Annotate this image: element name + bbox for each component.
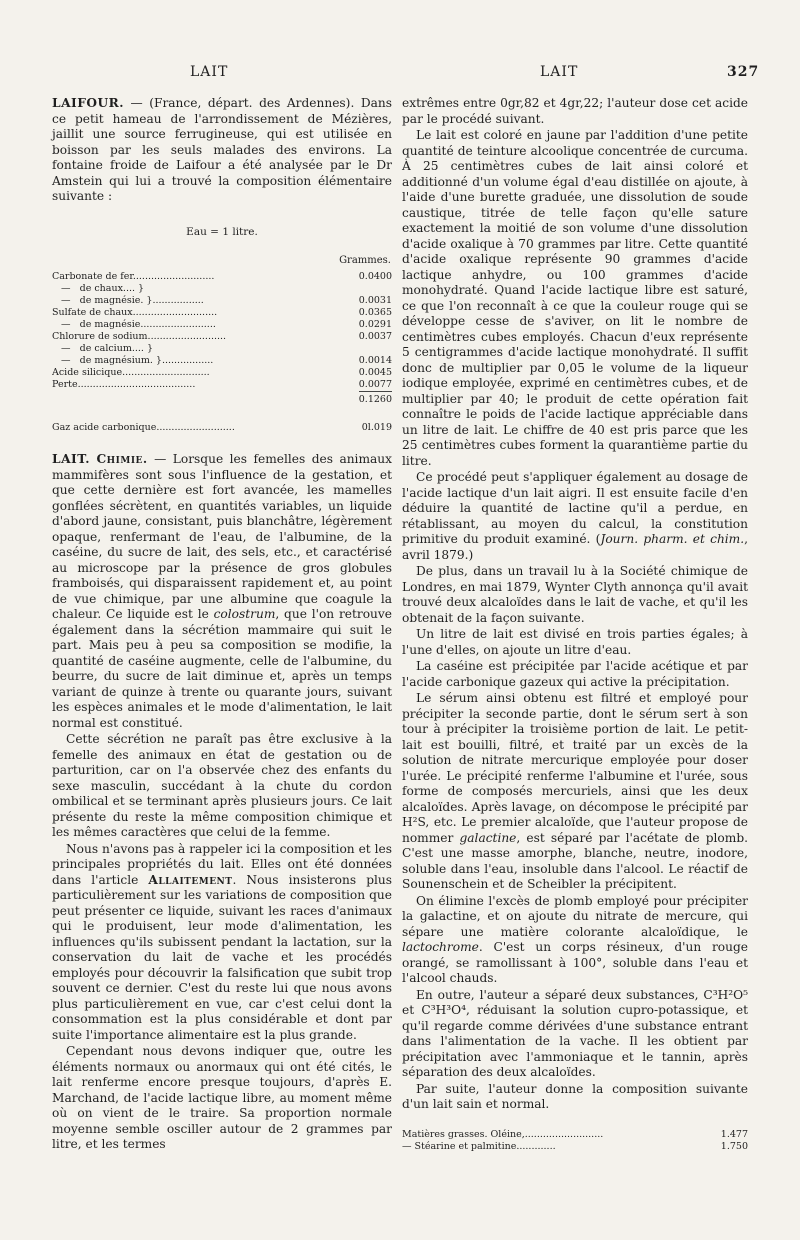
laifour-text: — (France, départ. des Ardennes). Dans ce petit hameau de l'arrondissement de Mézières, jaillit une source ferrugineuse, qui est utilisée en boisson par les seuls malades des environs. La fontaine froide de Laifour a été analysée par le Dr Amstein qui lui a trouvé la composition élémentaire suivante : <box>52 96 392 203</box>
fat-row-stearine <box>402 1141 748 1154</box>
row-label: Acide silicique............................. <box>52 367 210 378</box>
rp8-text-a: On élimine l'excès de plomb employé pour précipiter la galactine, et on ajoute du nitrate de mercure, qui sépare une matière colorante alcaloïdique, le <box>402 893 748 939</box>
table-row <box>52 271 392 283</box>
table-row <box>52 355 392 367</box>
right-column <box>402 96 748 1154</box>
table-caption: Eau = 1 litre. <box>186 225 258 238</box>
lait-paragraph-2: Cette sécrétion ne paraît pas être exclusive à la femelle des animaux en état de gestation ou de parturition, car on l'a observée chez des enfants du sexe masculin, succédant à la chute du cordon ombilical et se terminant après plusieurs jours. Ce lait présente du reste la même composition chimique et les mêmes caractères que celui de la femme. <box>52 732 392 839</box>
right-paragraph-8 <box>402 894 748 987</box>
p3-text-a: Nous n'avons pas à rappeler ici la composition et les principales propriétés du lait. Elles ont été données dans l'article <box>52 841 392 887</box>
row-label: — de chaux.... } <box>52 283 145 294</box>
lait-text-1-end: , que l'on retrouve également dans la sécrétion mammaire qui suit le part. Mais peu à peu sa composition se modifie, la quantité de caséine augmente, celle de l'albumine, du beurre, du sucre de lait diminue et, après un temps variant de quinze à trente ou quarante jours, suivant les espèces animales et le mode d'alimentation, le lait normal est constitué. <box>52 607 392 730</box>
lait-text-1: — Lorsque les femelles des animaux mammifères sont sous l'influence de la gestation, et que cette dernière est fort avancée, les mamelles gonflées sécrètent, en quantités variables, un liquide d'abord jaune, consistant, puis blanchâtre, légèrement opaque, renfermant de l'eau, de l'albumine, de la caséine, du sucre de lait, des sels, etc., et caractérisé au microscope par la présence de gros globules framboisés, qui disparaissent rapidement et, au point de vue chimique, par une albumine que coagule la chaleur. Ce liquide est le <box>52 452 392 621</box>
right-paragraph-4: De plus, dans un travail lu à la Société chimique de Londres, en mai 1879, Wynter Clyth annonça qu'il avait trouvé deux alcaloïdes dans le lait de vache, et qu'il les obtenait de la façon suivante. <box>402 564 748 625</box>
lactochrome-term: lactochrome <box>402 940 479 954</box>
right-paragraph-9: En outre, l'auteur a séparé deux substances, C³H²O⁵ et C³H³O⁴, réduisant la solution cupro-potassique, et qu'il regarde comme dérivées d'une substance entrant dans l'alimentation de la vache. Il les obtient par précipitation avec l'ammoniaque et le tannin, après séparation des deux alcaloïdes. <box>402 987 748 1079</box>
fat-label-oleine: Matières grasses. Oléine,.......................... <box>402 1128 604 1140</box>
row-value: 0.0031 <box>358 295 392 306</box>
lait-paragraph-4: Cependant nous devons indiquer que, outre les éléments normaux ou anormaux qui ont été cités, le lait renferme encore presque toujours, d'après E. Marchand, de l'acide lactique libre, au moment même où on vient de le traire. Sa proportion normale moyenne semble osciller autour de 2 grammes par litre, et les termes <box>52 1044 392 1151</box>
right-paragraph-3 <box>402 470 748 563</box>
row-label: — de magnésie......................... <box>52 319 216 330</box>
right-paragraph-7 <box>402 691 748 893</box>
fat-row-oleine <box>402 1129 748 1142</box>
row-value: 0.0291 <box>358 319 392 330</box>
row-value: 0.0014 <box>358 355 392 366</box>
rp3-text-b: , avril 1879.) <box>402 532 748 562</box>
colostrum-term: colostrum <box>213 607 276 621</box>
row-label: Sulfate de chaux............................ <box>52 307 218 318</box>
row-label: Carbonate de fer........................... <box>52 271 215 282</box>
right-paragraph-5: Un litre de lait est divisé en trois parties égales; à l'une d'elles, on ajoute un litre d'eau. <box>402 627 748 657</box>
left-column <box>52 96 392 1154</box>
laifour-headword: LAIFOUR. <box>52 96 124 110</box>
lait-headword: LAIT. <box>52 452 90 466</box>
table-row <box>52 379 392 391</box>
right-paragraph-2: Le lait est coloré en jaune par l'addition d'une petite quantité de teinture alcoolique concentrée de curcuma. À 25 centimètres cubes de lait ainsi coloré et additionné d'un volume égal d'eau distillée on ajoute, à l'aide d'une burette graduée, une dissolution de soude caustique, titrée de telle façon qu'elle sature exactement la moitié de son volume d'une dissolution d'acide oxalique à 70 grammes par litre. Cette quantité d'acide oxalique représente 90 grammes d'acide lactique anhydre, ou 100 grammes d'acide monohydraté. Quand l'acide lactique libre est saturé, ce que l'on reconnaît à ce que la couleur rouge qui se développe cesse de s'aviver, on lit le nombre de centimètres cubes employés. Chacun d'eux représente 5 centigrammes d'acide lactique monohydraté. Il suffit donc de multiplier par 0,05 le volume de la liqueur iodique employée, exprimé en centimètres cubes, et de multiplier par 40; le produit de cette opération fait connaître le poids de l'acide lactique appréciable dans un litre de lait. Le chiffre de 40 est pris parce que les 25 centimètres cubes forment la quarantième partie du litre. <box>402 128 748 468</box>
row-value: 0.0365 <box>358 307 392 318</box>
p3-text-b: . Nous insisterons plus particulièrement sur les variations de composition que peut présenter ce liquide, suivant les races d'animaux qui le produisent, leur mode d'alimentation, les influences qu'ils subissent pendant la lactation, sur la conservation du lait de vache et les procédés employés pour découvrir la falsification que subit trop souvent ce dernier. C'est du reste lui que nous avons plus particulièrement en vue, car c'est celui dont la consommation est la plus considérable et dont par suite l'importance alimentaire est la plus grande. <box>52 872 392 1042</box>
row-value: 0.0400 <box>358 271 392 282</box>
table-row <box>52 283 392 295</box>
right-paragraph-1: extrêmes entre 0gr,82 et 4gr,22; l'auteur dose cet acide par le procédé suivant. <box>402 96 748 126</box>
right-paragraph-10: Par suite, l'auteur donne la composition suivante d'un lait sain et normal. <box>402 1081 748 1111</box>
row-label: — de calcium.... } <box>52 343 153 354</box>
gas-row <box>52 422 392 434</box>
lait-paragraph-3 <box>52 842 392 1044</box>
row-value: 0.0045 <box>358 367 392 378</box>
row-value: 0.0037 <box>358 331 392 342</box>
row-label: — de magnésie. }................. <box>52 295 204 306</box>
row-label: Perte....................................... <box>52 379 196 390</box>
table-row <box>52 319 392 331</box>
lait-subhead: Chimie. <box>96 452 148 466</box>
page-number: 327 <box>727 64 760 80</box>
row-value <box>336 343 392 355</box>
fat-value-stearine: 1.750 <box>720 1141 748 1152</box>
fat-table <box>402 1129 748 1154</box>
row-label: — de magnésium. }................. <box>52 355 214 366</box>
row-label: Chlorure de sodium.......................... <box>52 331 227 342</box>
right-paragraph-6: La caséine est précipitée par l'acide acétique et par l'acide carbonique gazeux qui active la précipitation. <box>402 659 748 689</box>
lait-paragraph-1 <box>52 452 392 731</box>
fat-value-oleine: 1.477 <box>720 1128 748 1140</box>
table-row <box>52 367 392 379</box>
journal-ref: Journ. pharm. et chim. <box>600 532 745 546</box>
table-row <box>52 307 392 319</box>
rp7-text-a: Le sérum ainsi obtenu est filtré et employé pour précipiter la seconde partie, dont le sérum sert à son tour à précipiter la troisième portion de lait. Le petit-lait est bouilli, filtré, et traité par un excès de la solution de nitrate mercurique employée pour doser l'urée. Le précipité renferme l'albumine et l'urée, sous forme de composés mercuriels, ainsi que les deux alcaloïdes. Après lavage, on décompose le précipité par H²S, etc. Le premier alcaloïde, que l'auteur propose de nommer <box>402 691 748 845</box>
allaitement-ref: Allaitement <box>148 872 233 887</box>
table-total: 0.1260 <box>359 391 392 406</box>
laifour-paragraph <box>52 96 392 205</box>
fat-label-stearine: — Stéarine et palmitine............. <box>402 1141 556 1152</box>
row-value: 0.0077 <box>358 379 392 390</box>
galactine-term: galactine <box>459 830 517 845</box>
running-head-right: LAIT <box>540 64 579 80</box>
gas-label: Gaz acide carbonique.......................... <box>52 422 235 433</box>
gas-value: 0l.019 <box>361 422 392 433</box>
rp8-text-b: . C'est un corps résineux, d'un rouge orangé, se ramollissant à 100°, soluble dans l'eau et l'alcool chauds. <box>402 940 748 985</box>
running-head-left: LAIT <box>190 64 229 80</box>
table-row <box>52 295 392 307</box>
rp7-text-b: , est séparé par l'acétate de plomb. C'est une masse amorphe, blanche, neutre, inodore, soluble dans l'eau, insoluble dans l'alcool. Le réactif de Sounenschein et de Scheibler la précipitent. <box>402 830 749 891</box>
table-row <box>52 343 392 355</box>
rp3-text-a: Ce procédé peut s'appliquer également au dosage de l'acide lactique d'un lait aigri. Il est ensuite facile d'en déduire la quantité de lactine qu'il a perdue, en rétablissant, au moyen du calcul, la constitution primitive du produit examiné. ( <box>402 470 748 546</box>
row-value <box>336 283 392 295</box>
table-unit: Grammes. <box>339 255 391 266</box>
table-row <box>52 331 392 343</box>
composition-table <box>52 254 392 434</box>
